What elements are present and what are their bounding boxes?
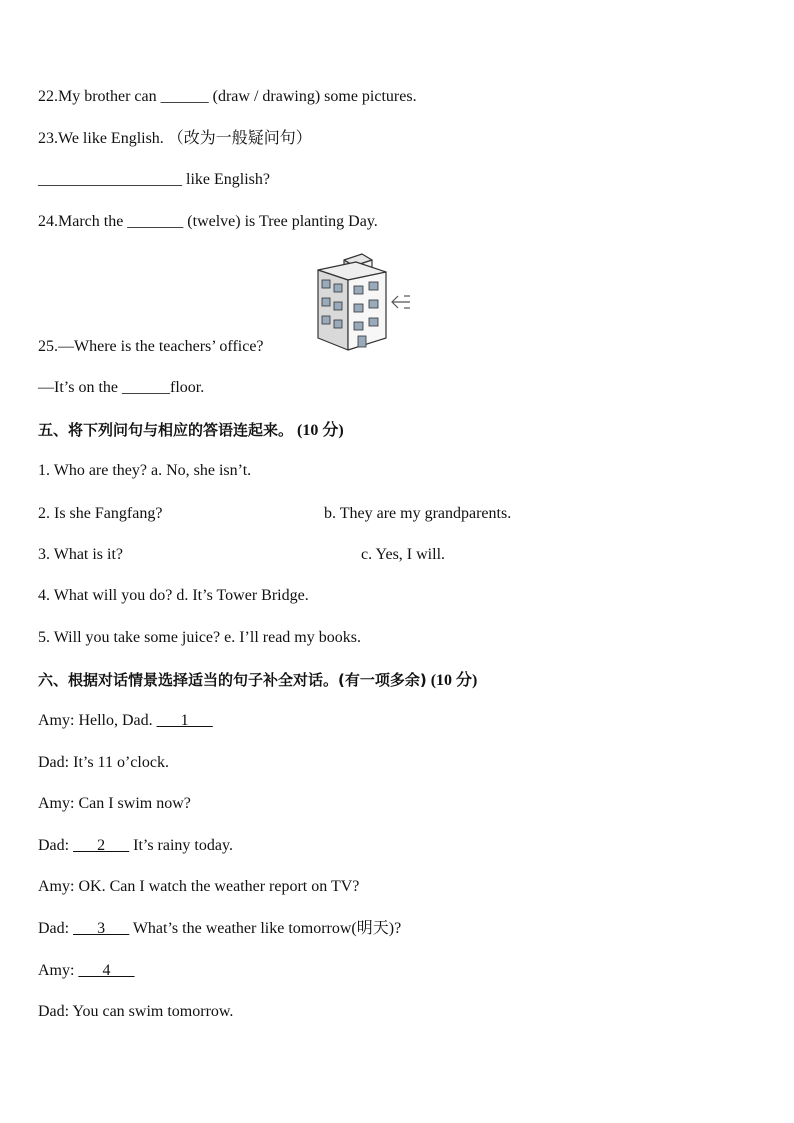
dialogue-text: Can I swim now?: [74, 795, 191, 812]
dialogue-text: You can swim tomorrow.: [69, 1003, 234, 1020]
dialogue-line-6: [38, 919, 401, 939]
dialogue-speaker: Amy:: [38, 795, 75, 812]
dialogue-text: Hello, Dad.: [74, 712, 157, 729]
section-6-heading-text: 六、根据对话情景选择适当的句子补全对话。(有一项多余): [38, 671, 427, 689]
dialogue-speaker: Amy:: [38, 962, 75, 979]
dialogue-text: OK. Can I watch the weather report on TV?: [74, 878, 360, 895]
dialogue-blank-3: ___3___: [73, 920, 130, 937]
dialogue-speaker: Dad:: [38, 1003, 70, 1020]
question-23-answer-line: __________________ like English?: [38, 171, 270, 188]
question-25: 25.—Where is the teachers’ office?: [38, 338, 264, 355]
dialogue-speaker: Dad:: [38, 754, 70, 771]
office-building-icon: [314, 250, 414, 354]
dialogue-line-5: [38, 877, 359, 897]
dialogue-text: It’s rainy today.: [129, 837, 233, 854]
section-6-heading: [38, 670, 477, 691]
dialogue-line-7: [38, 961, 134, 981]
matching-item-1: 1. Who are they? a. No, she isn’t.: [38, 462, 252, 479]
matching-answer-b: b. They are my grandparents.: [324, 505, 512, 522]
dialogue-blank-2: ___2___: [73, 837, 130, 854]
question-22: 22.My brother can ______ (draw / drawing) some pictures.: [38, 88, 417, 105]
dialogue-line-2: [38, 753, 169, 773]
dialogue-text: What’s the weather like tomorrow(明天)?: [129, 920, 402, 937]
dialogue-text: It’s 11 o’clock.: [69, 754, 169, 771]
matching-answer-c: c. Yes, I will.: [361, 546, 446, 563]
dialogue-speaker: Amy:: [38, 878, 75, 895]
matching-item-2: 2. Is she Fangfang?: [38, 505, 163, 522]
question-24: 24.March the _______ (twelve) is Tree planting Day.: [38, 213, 378, 230]
section-5-heading-text: 五、将下列问句与相应的答语连起来。: [38, 421, 294, 439]
dialogue-blank-4: ___4___: [78, 962, 135, 979]
question-25-answer-line: —It’s on the ______floor.: [38, 379, 205, 396]
dialogue-blank-1: ___1___: [156, 712, 213, 729]
dialogue-speaker: Amy:: [38, 712, 75, 729]
dialogue-line-3: [38, 794, 191, 814]
question-23: 23.We like English. （改为一般疑问句）: [38, 130, 312, 147]
section-6-score: (10 分): [430, 672, 478, 689]
dialogue-line-4: [38, 836, 233, 856]
dialogue-line-8: [38, 1002, 233, 1022]
dialogue-line-1: [38, 711, 213, 731]
section-5-heading: [38, 420, 344, 441]
matching-item-4: 4. What will you do? d. It’s Tower Bridge.: [38, 587, 309, 604]
matching-item-5: 5. Will you take some juice? e. I’ll read my books.: [38, 629, 361, 646]
arrow-left-icon: [392, 296, 410, 308]
section-5-score: (10 分): [297, 422, 344, 439]
dialogue-speaker: Dad:: [38, 837, 70, 854]
matching-item-3: 3. What is it?: [38, 546, 124, 563]
dialogue-speaker: Dad:: [38, 920, 70, 937]
